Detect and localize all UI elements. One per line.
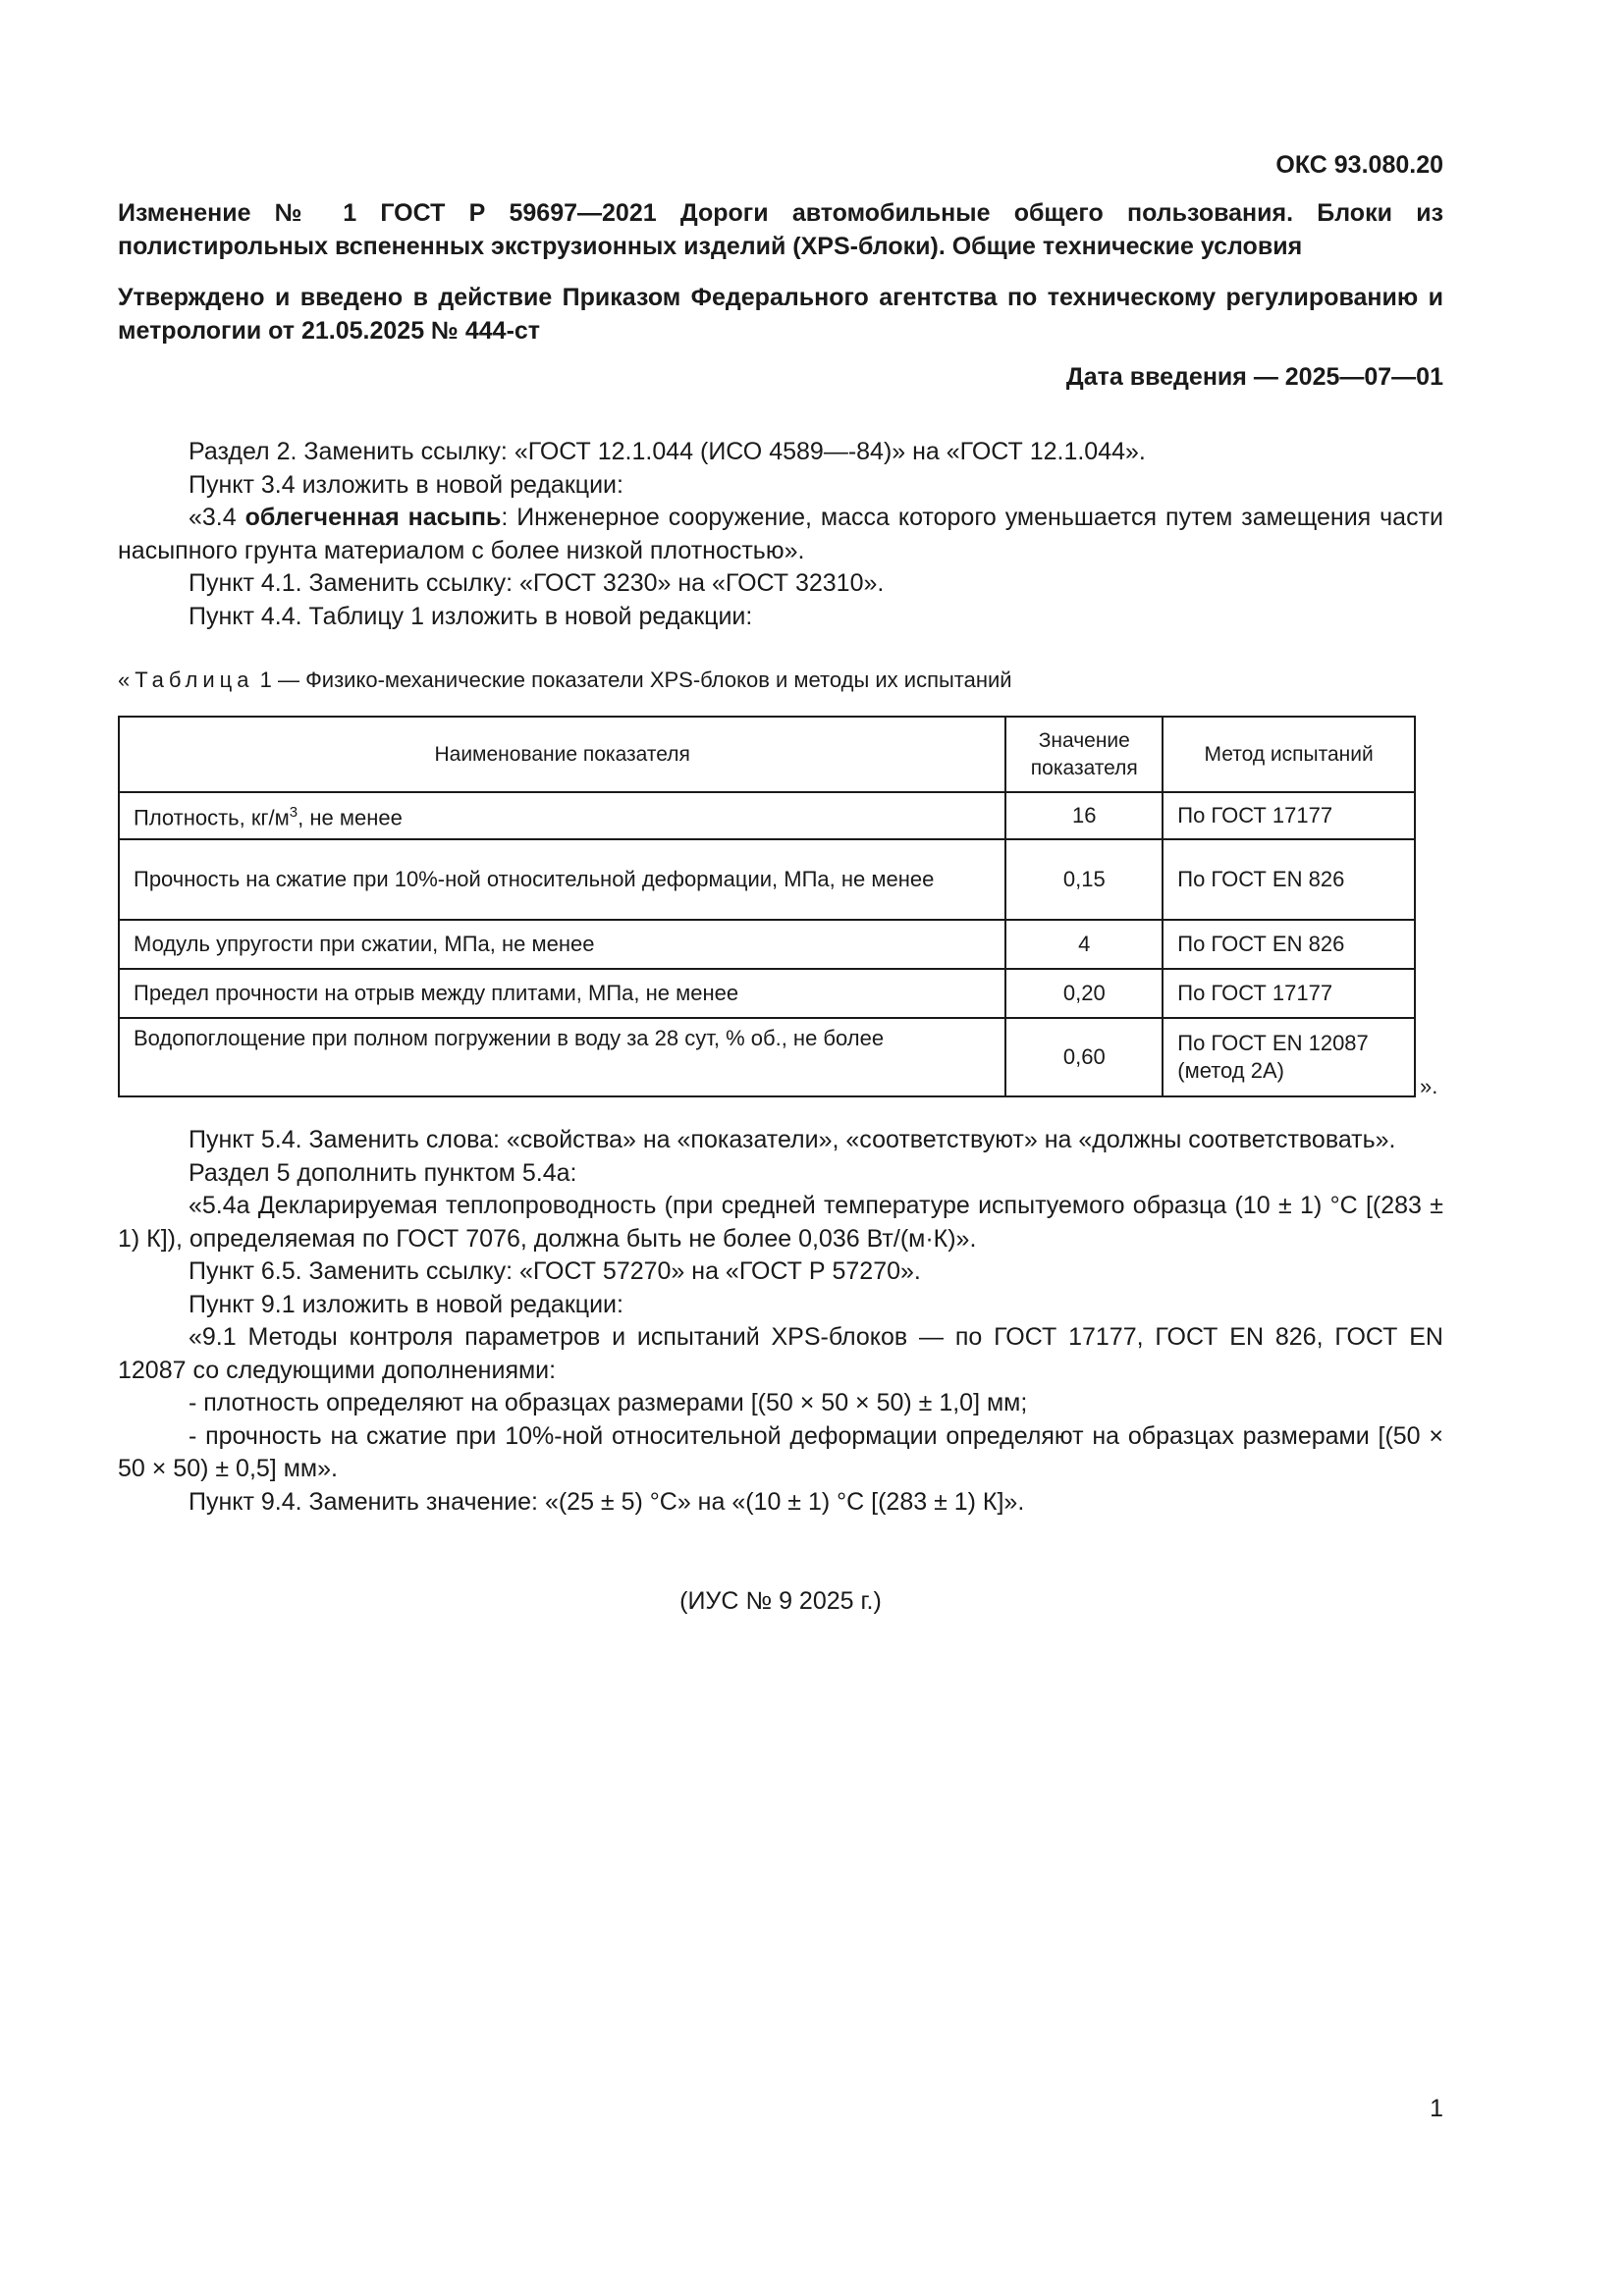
paragraph: Пункт 9.4. Заменить значение: «(25 ± 5) °С» на «(10 ± 1) °С [(283 ± 1) К]». bbox=[189, 1487, 1025, 1516]
paragraph: Пункт 5.4. Заменить слова: «свойства» на «показатели», «соответствуют» на «должны соответствовать». bbox=[189, 1126, 1396, 1153]
method-line: (метод 2А) bbox=[1177, 1058, 1284, 1083]
paragraph: «5.4а Декларируемая теплопроводность (при средней температуре испытуемого образца (10 ± 1) °С [(283 ± 1) К]), определяемая по ГОСТ 7076, должна быть не более 0,036 Вт/(м·К)». bbox=[118, 1192, 1443, 1253]
table-caption bbox=[118, 667, 1012, 693]
paragraph: Раздел 2. Заменить ссылку: «ГОСТ 12.1.044 (ИСО 4589—-84)» на «ГОСТ 12.1.044». bbox=[189, 438, 1146, 465]
cell-name: Предел прочности на отрыв между плитами, МПа, не менее bbox=[119, 969, 1005, 1018]
cell-value: 16 bbox=[1005, 792, 1163, 839]
cell-value: 0,20 bbox=[1005, 969, 1163, 1018]
paragraph: Пункт 4.1. Заменить ссылку: «ГОСТ 3230» на «ГОСТ 32310». bbox=[189, 569, 885, 597]
paragraph: Пункт 4.4. Таблицу 1 изложить в новой редакции: bbox=[189, 602, 753, 630]
paragraph-start: «3.4 bbox=[189, 504, 245, 531]
caption-text: 1 — Физико-механические показатели XPS-блоков и методы их испытаний bbox=[253, 667, 1012, 692]
cell-name: Модуль упругости при сжатии, МПа, не менее bbox=[119, 920, 1005, 969]
approval-note: Утверждено и введено в действие Приказом Федерального агентства по техническому регулированию и метрологии от 21.05.2025 № 444-ст bbox=[118, 284, 1443, 345]
paragraph: «9.1 Методы контроля параметров и испытаний XPS-блоков — по ГОСТ 17177, ГОСТ EN 826, ГОСТ EN 12087 со следующими дополнениями: bbox=[118, 1323, 1443, 1384]
defined-term: облегченная насыпь bbox=[244, 504, 502, 531]
table-close-quote: ». bbox=[1420, 1074, 1438, 1098]
header-value: Значение показателя bbox=[1005, 717, 1163, 792]
cell-value: 0,15 bbox=[1005, 839, 1163, 920]
amendment-text-2 bbox=[118, 1124, 1443, 1519]
amendment-text-1 bbox=[118, 436, 1443, 633]
paragraph: Пункт 9.1 изложить в новой редакции: bbox=[189, 1290, 623, 1318]
cell-method: По ГОСТ 17177 bbox=[1163, 792, 1415, 839]
cell-text: Плотность, кг/м bbox=[134, 805, 290, 830]
definition-text: : Инженерное сооружение, масса которого уменьшается путем замещения части насыпного грунта материалом с более низкой плотностью». bbox=[118, 504, 1443, 564]
cell-method bbox=[1163, 1018, 1415, 1096]
method-line: По ГОСТ EN 12087 bbox=[1177, 1031, 1369, 1055]
cell-method: По ГОСТ EN 826 bbox=[1163, 920, 1415, 969]
table-row bbox=[119, 1018, 1415, 1096]
cell-name: Прочность на сжатие при 10%-ной относительной деформации, МПа, не менее bbox=[119, 839, 1005, 920]
table-row bbox=[119, 839, 1415, 920]
header-name: Наименование показателя bbox=[119, 717, 1005, 792]
cell-method: По ГОСТ EN 826 bbox=[1163, 839, 1415, 920]
paragraph: - плотность определяют на образцах размерами [(50 × 50 × 50) ± 1,0] мм; bbox=[189, 1389, 1028, 1416]
paragraph: - прочность на сжатие при 10%-ной относительной деформации определяют на образцах размерами [(50 × 50 × 50) ± 0,5] мм». bbox=[118, 1421, 1443, 1482]
superscript: 3 bbox=[289, 804, 298, 822]
cell-name bbox=[119, 792, 1005, 839]
paragraph: Пункт 3.4 изложить в новой редакции: bbox=[189, 470, 623, 499]
header-method: Метод испытаний bbox=[1163, 717, 1415, 792]
table-row bbox=[119, 920, 1415, 969]
caption-label: «Таблица bbox=[118, 667, 254, 692]
cell-name: Водопоглощение при полном погружении в воду за 28 сут, % об., не более bbox=[119, 1018, 1005, 1096]
page-number: 1 bbox=[1430, 2095, 1443, 2122]
ius-reference: (ИУС № 9 2025 г.) bbox=[679, 1587, 882, 1615]
paragraph bbox=[118, 502, 1443, 567]
cell-text: , не менее bbox=[298, 805, 403, 830]
cell-value: 0,60 bbox=[1005, 1018, 1163, 1096]
table-header-row bbox=[119, 717, 1415, 792]
cell-value: 4 bbox=[1005, 920, 1163, 969]
document-title: Изменение № 1 ГОСТ Р 59697—2021 Дороги автомобильные общего пользования. Блоки из полистирольных вспененных экструзионных изделий (XPS-блоки). Общие технические условия bbox=[118, 199, 1443, 260]
paragraph: Раздел 5 дополнить пунктом 5.4а: bbox=[189, 1158, 577, 1187]
okc-code: ОКС 93.080.20 bbox=[1275, 151, 1443, 179]
effective-date: Дата введения — 2025—07—01 bbox=[1065, 363, 1443, 391]
properties-table bbox=[118, 716, 1416, 1097]
table-row bbox=[119, 792, 1415, 839]
paragraph: Пункт 6.5. Заменить ссылку: «ГОСТ 57270» на «ГОСТ Р 57270». bbox=[189, 1257, 921, 1285]
table-row bbox=[119, 969, 1415, 1018]
cell-method: По ГОСТ 17177 bbox=[1163, 969, 1415, 1018]
